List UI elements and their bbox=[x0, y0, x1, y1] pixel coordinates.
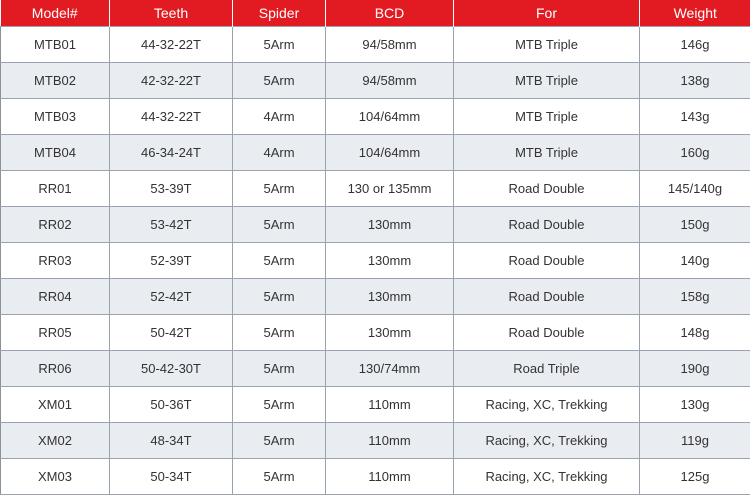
table-row bbox=[1, 27, 750, 63]
cell-bcd: 110mm bbox=[326, 387, 454, 423]
cell-weight: 130g bbox=[640, 387, 750, 423]
cell-for: Road Double bbox=[454, 279, 640, 315]
cell-teeth: 46-34-24T bbox=[110, 135, 233, 171]
cell-for: Road Double bbox=[454, 315, 640, 351]
table-row bbox=[1, 243, 750, 279]
cell-for: MTB Triple bbox=[454, 27, 640, 63]
table-row bbox=[1, 423, 750, 459]
cell-spider: 5Arm bbox=[233, 387, 326, 423]
cell-for: Racing, XC, Trekking bbox=[454, 423, 640, 459]
cell-for: Racing, XC, Trekking bbox=[454, 459, 640, 495]
cell-weight: 148g bbox=[640, 315, 750, 351]
cell-spider: 5Arm bbox=[233, 315, 326, 351]
cell-model: XM02 bbox=[1, 423, 110, 459]
cell-weight: 119g bbox=[640, 423, 750, 459]
table-body bbox=[1, 27, 750, 495]
cell-teeth: 52-39T bbox=[110, 243, 233, 279]
cell-for: Road Double bbox=[454, 171, 640, 207]
cell-teeth: 52-42T bbox=[110, 279, 233, 315]
cell-bcd: 104/64mm bbox=[326, 99, 454, 135]
cell-spider: 4Arm bbox=[233, 99, 326, 135]
cell-for: Road Triple bbox=[454, 351, 640, 387]
cell-teeth: 44-32-22T bbox=[110, 99, 233, 135]
cell-weight: 160g bbox=[640, 135, 750, 171]
cell-bcd: 130mm bbox=[326, 315, 454, 351]
table-row bbox=[1, 135, 750, 171]
cell-teeth: 42-32-22T bbox=[110, 63, 233, 99]
cell-teeth: 53-42T bbox=[110, 207, 233, 243]
cell-model: RR06 bbox=[1, 351, 110, 387]
table-row bbox=[1, 351, 750, 387]
cell-model: XM03 bbox=[1, 459, 110, 495]
column-header-for: For bbox=[454, 0, 640, 27]
cell-bcd: 130 or 135mm bbox=[326, 171, 454, 207]
cell-bcd: 110mm bbox=[326, 423, 454, 459]
cell-spider: 5Arm bbox=[233, 459, 326, 495]
cell-bcd: 110mm bbox=[326, 459, 454, 495]
cell-teeth: 48-34T bbox=[110, 423, 233, 459]
cell-bcd: 130mm bbox=[326, 279, 454, 315]
cell-for: Road Double bbox=[454, 243, 640, 279]
cell-model: MTB03 bbox=[1, 99, 110, 135]
cell-weight: 146g bbox=[640, 27, 750, 63]
cell-model: RR02 bbox=[1, 207, 110, 243]
header-row bbox=[1, 0, 750, 27]
cell-bcd: 104/64mm bbox=[326, 135, 454, 171]
cell-weight: 190g bbox=[640, 351, 750, 387]
table-header bbox=[1, 0, 750, 27]
cell-weight: 158g bbox=[640, 279, 750, 315]
cell-spider: 5Arm bbox=[233, 243, 326, 279]
cell-teeth: 44-32-22T bbox=[110, 27, 233, 63]
cell-for: MTB Triple bbox=[454, 135, 640, 171]
cell-bcd: 130/74mm bbox=[326, 351, 454, 387]
cell-weight: 150g bbox=[640, 207, 750, 243]
table-row bbox=[1, 315, 750, 351]
cell-spider: 5Arm bbox=[233, 423, 326, 459]
cell-for: Racing, XC, Trekking bbox=[454, 387, 640, 423]
cell-weight: 140g bbox=[640, 243, 750, 279]
table-row bbox=[1, 459, 750, 495]
table-row bbox=[1, 279, 750, 315]
cell-model: MTB01 bbox=[1, 27, 110, 63]
cell-spider: 5Arm bbox=[233, 171, 326, 207]
cell-weight: 145/140g bbox=[640, 171, 750, 207]
cell-model: RR03 bbox=[1, 243, 110, 279]
cell-spider: 5Arm bbox=[233, 351, 326, 387]
cell-bcd: 130mm bbox=[326, 207, 454, 243]
table-row bbox=[1, 387, 750, 423]
table-row bbox=[1, 207, 750, 243]
cell-teeth: 50-42T bbox=[110, 315, 233, 351]
column-header-model: Model# bbox=[1, 0, 110, 27]
table-row bbox=[1, 99, 750, 135]
cell-for: MTB Triple bbox=[454, 99, 640, 135]
cell-for: Road Double bbox=[454, 207, 640, 243]
cell-for: MTB Triple bbox=[454, 63, 640, 99]
cell-weight: 138g bbox=[640, 63, 750, 99]
cell-bcd: 94/58mm bbox=[326, 63, 454, 99]
cell-model: MTB04 bbox=[1, 135, 110, 171]
column-header-weight: Weight bbox=[640, 0, 750, 27]
cell-spider: 5Arm bbox=[233, 63, 326, 99]
cell-model: RR04 bbox=[1, 279, 110, 315]
table-row bbox=[1, 63, 750, 99]
table-row bbox=[1, 171, 750, 207]
cell-teeth: 50-36T bbox=[110, 387, 233, 423]
cell-model: XM01 bbox=[1, 387, 110, 423]
cell-spider: 4Arm bbox=[233, 135, 326, 171]
cell-teeth: 50-34T bbox=[110, 459, 233, 495]
cell-teeth: 53-39T bbox=[110, 171, 233, 207]
cell-spider: 5Arm bbox=[233, 207, 326, 243]
cell-model: MTB02 bbox=[1, 63, 110, 99]
cell-bcd: 130mm bbox=[326, 243, 454, 279]
cell-weight: 143g bbox=[640, 99, 750, 135]
column-header-bcd: BCD bbox=[326, 0, 454, 27]
cell-spider: 5Arm bbox=[233, 279, 326, 315]
cell-bcd: 94/58mm bbox=[326, 27, 454, 63]
cell-weight: 125g bbox=[640, 459, 750, 495]
column-header-teeth: Teeth bbox=[110, 0, 233, 27]
cell-spider: 5Arm bbox=[233, 27, 326, 63]
cell-teeth: 50-42-30T bbox=[110, 351, 233, 387]
cell-model: RR05 bbox=[1, 315, 110, 351]
column-header-spider: Spider bbox=[233, 0, 326, 27]
cell-model: RR01 bbox=[1, 171, 110, 207]
